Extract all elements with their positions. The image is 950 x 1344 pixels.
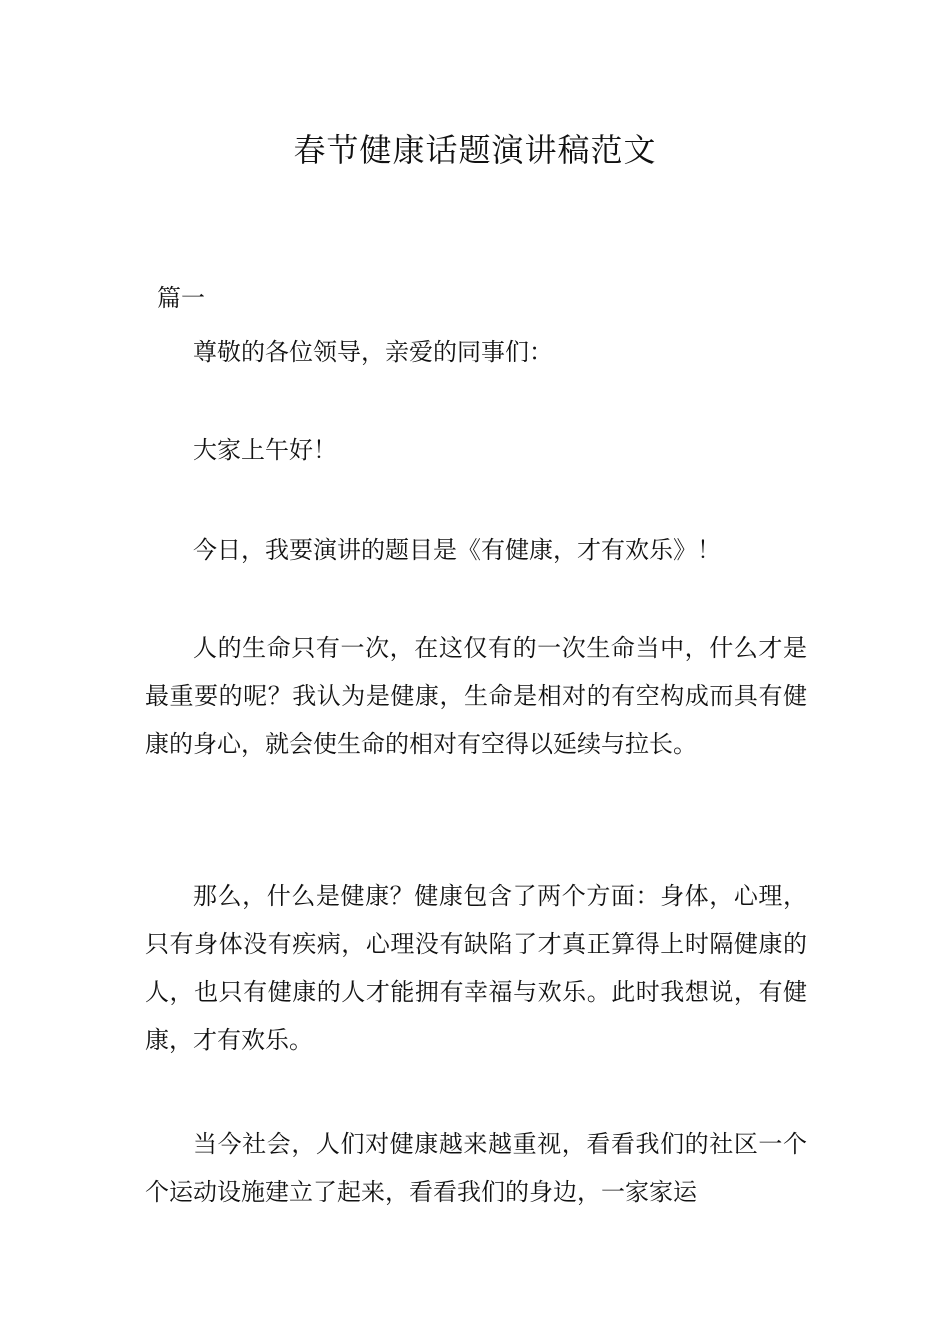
document-title: 春节健康话题演讲稿范文 [293, 131, 657, 169]
paragraph-society: 当今社会，人们对健康越来越重视，看看我们的社区一个个运动设施建立了起来，看看我们的身边，一家家运 [145, 1130, 807, 1206]
paragraph-life: 人的生命只有一次，在这仅有的一次生命当中，什么才是最重要的呢？我认为是健康，生命是相对的有空构成而具有健康的身心，就会使生命的相对有空得以延续与拉长。 [145, 634, 807, 758]
section-heading: 篇一 [157, 284, 205, 312]
paragraph-hello: 大家上午好！ [193, 436, 337, 464]
paragraph-topic: 今日，我要演讲的题目是《有健康，才有欢乐》！ [193, 536, 721, 564]
paragraph-health-definition: 那么，什么是健康？健康包含了两个方面：身体，心理，只有身体没有疾病，心理没有缺陷了才真正算得上时隔健康的人，也只有健康的人才能拥有幸福与欢乐。此时我想说，有健康，才有欢乐。 [145, 882, 807, 1054]
paragraph-greeting: 尊敬的各位领导，亲爱的同事们： [193, 338, 553, 366]
